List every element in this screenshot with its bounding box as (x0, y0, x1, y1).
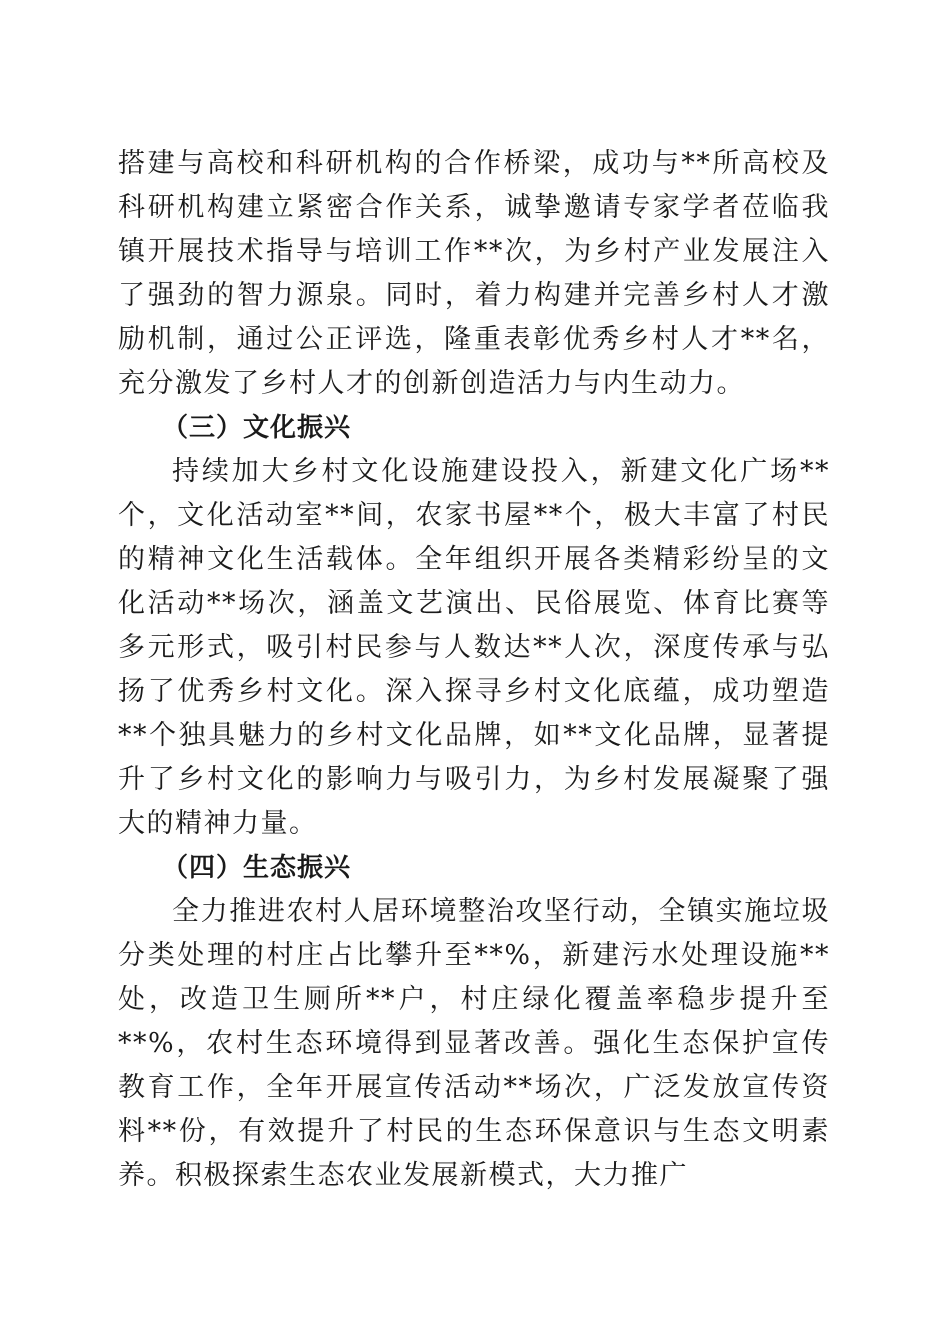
document-body (118, 142, 830, 1198)
section-paragraph-ecology: 全力推进农村人居环境整治攻坚行动，全镇实施垃圾分类处理的村庄占比攀升至**%，新建污水处理设施**处，改造卫生厕所**户，村庄绿化覆盖率稳步提升至**%，农村生态环境得到显著改善。强化生态保护宣传教育工作，全年开展宣传活动**场次，广泛发放宣传资料**份，有效提升了村民的生态环保意识与生态文明素养。积极探索生态农业发展新模式，大力推广 (118, 896, 830, 1191)
continuation-paragraph: 搭建与高校和科研机构的合作桥梁，成功与**所高校及科研机构建立紧密合作关系，诚挚邀请专家学者莅临我镇开展技术指导与培训工作**次，为乡村产业发展注入了强劲的智力源泉。同时，着力构建并完善乡村人才激励机制，通过公正评选，隆重表彰优秀乡村人才**名，充分激发了乡村人才的创新创造活力与内生动力。 (118, 148, 830, 399)
section-paragraph-culture: 持续加大乡村文化设施建设投入，新建文化广场**个，文化活动室**间，农家书屋**个，极大丰富了村民的精神文化生活载体。全年组织开展各类精彩纷呈的文化活动**场次，涵盖文艺演出、民俗展览、体育比赛等多元形式，吸引村民参与人数达**人次，深度传承与弘扬了优秀乡村文化。深入探寻乡村文化底蕴，成功塑造**个独具魅力的乡村文化品牌，如**文化品牌，显著提升了乡村文化的影响力与吸引力，为乡村发展凝聚了强大的精神力量。 (118, 456, 830, 839)
section-heading-ecology: （四）生态振兴 (162, 853, 352, 883)
section-heading-culture: （三）文化振兴 (162, 413, 352, 443)
